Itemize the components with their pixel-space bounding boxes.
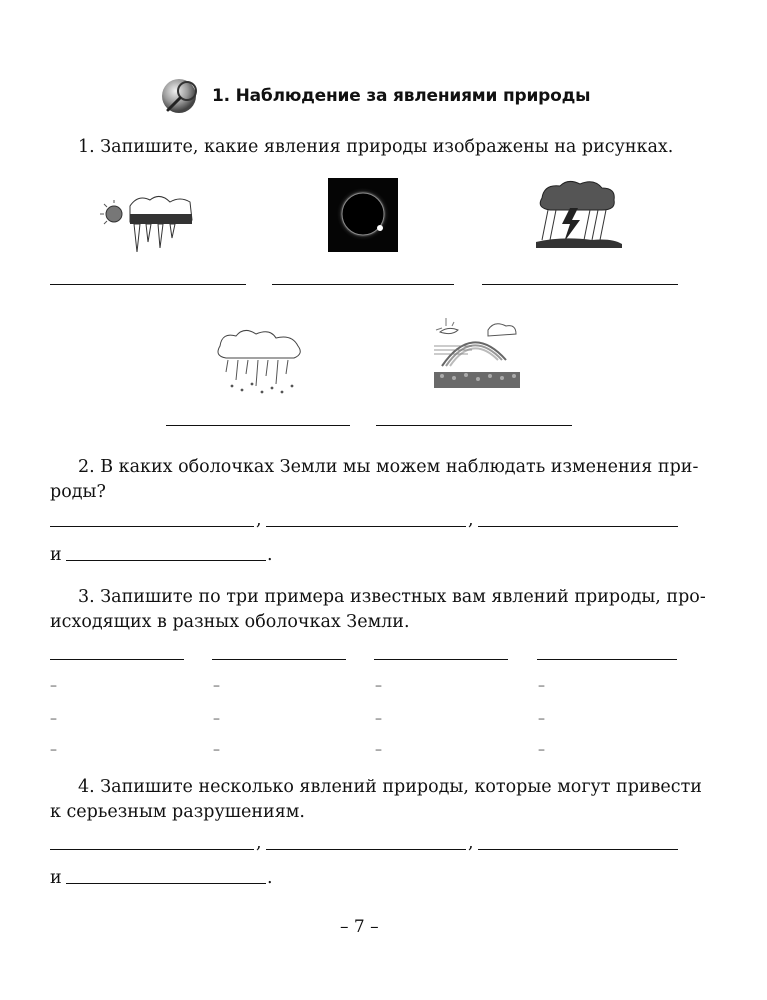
task-2-answer-1[interactable] [50, 526, 254, 527]
period: . [267, 545, 273, 565]
comma-1: , [256, 510, 262, 530]
rainbow-picture [432, 316, 522, 392]
task-4-line-2: к серьезным разрушениям. [50, 802, 305, 822]
sphere-column-2-heading-line[interactable] [212, 659, 346, 660]
magnifier-icon [160, 76, 208, 116]
example-dash: – [538, 742, 545, 758]
task-4-answer-3[interactable] [478, 849, 678, 850]
answer-line-3[interactable] [482, 284, 678, 285]
task-4-answer-1[interactable] [50, 849, 254, 850]
task-4-answer-4[interactable] [66, 883, 266, 884]
sphere-column-1-heading-line[interactable] [50, 659, 184, 660]
conjunction-and: и [50, 545, 62, 565]
example-dash: – [375, 711, 382, 727]
example-dash: – [538, 711, 545, 727]
answer-line-2[interactable] [272, 284, 454, 285]
example-dash: – [50, 678, 57, 694]
example-dash: – [213, 742, 220, 758]
comma-4: , [468, 833, 474, 853]
rain-picture [214, 324, 306, 396]
comma-2: , [468, 510, 474, 530]
period-2: . [267, 868, 273, 888]
example-dash: – [375, 742, 382, 758]
answer-line-4[interactable] [166, 425, 350, 426]
task-2-line-1: 2. В каких оболочках Земли мы можем наблюдать изменения при- [78, 457, 699, 477]
eclipse-picture [328, 178, 398, 252]
comma-3: , [256, 833, 262, 853]
answer-line-5[interactable] [376, 425, 572, 426]
example-dash: – [213, 711, 220, 727]
example-dash: – [538, 678, 545, 694]
sphere-column-3-heading-line[interactable] [374, 659, 508, 660]
task-3-line-1: 3. Запишите по три примера известных вам явлений природы, про- [78, 587, 706, 607]
example-dash: – [50, 711, 57, 727]
sphere-column-4-heading-line[interactable] [537, 659, 677, 660]
answer-line-1[interactable] [50, 284, 246, 285]
conjunction-and-2: и [50, 868, 62, 888]
example-dash: – [375, 678, 382, 694]
task-2-answer-2[interactable] [266, 526, 466, 527]
section-title: 1. Наблюдение за явлениями природы [212, 86, 591, 106]
icicles-thaw-picture [100, 188, 196, 260]
task-3-line-2: исходящих в разных оболочках Земли. [50, 612, 410, 632]
task-2-line-2: роды? [50, 482, 106, 502]
example-dash: – [213, 678, 220, 694]
task-1-text: 1. Запишите, какие явления природы изображены на рисунках. [78, 137, 674, 157]
task-4-line-1: 4. Запишите несколько явлений природы, которые могут привести [78, 777, 702, 797]
example-dash: – [50, 742, 57, 758]
thunderstorm-picture [532, 178, 624, 248]
task-4-answer-2[interactable] [266, 849, 466, 850]
task-2-answer-4[interactable] [66, 560, 266, 561]
task-2-answer-3[interactable] [478, 526, 678, 527]
page-number: – 7 – [340, 917, 379, 937]
